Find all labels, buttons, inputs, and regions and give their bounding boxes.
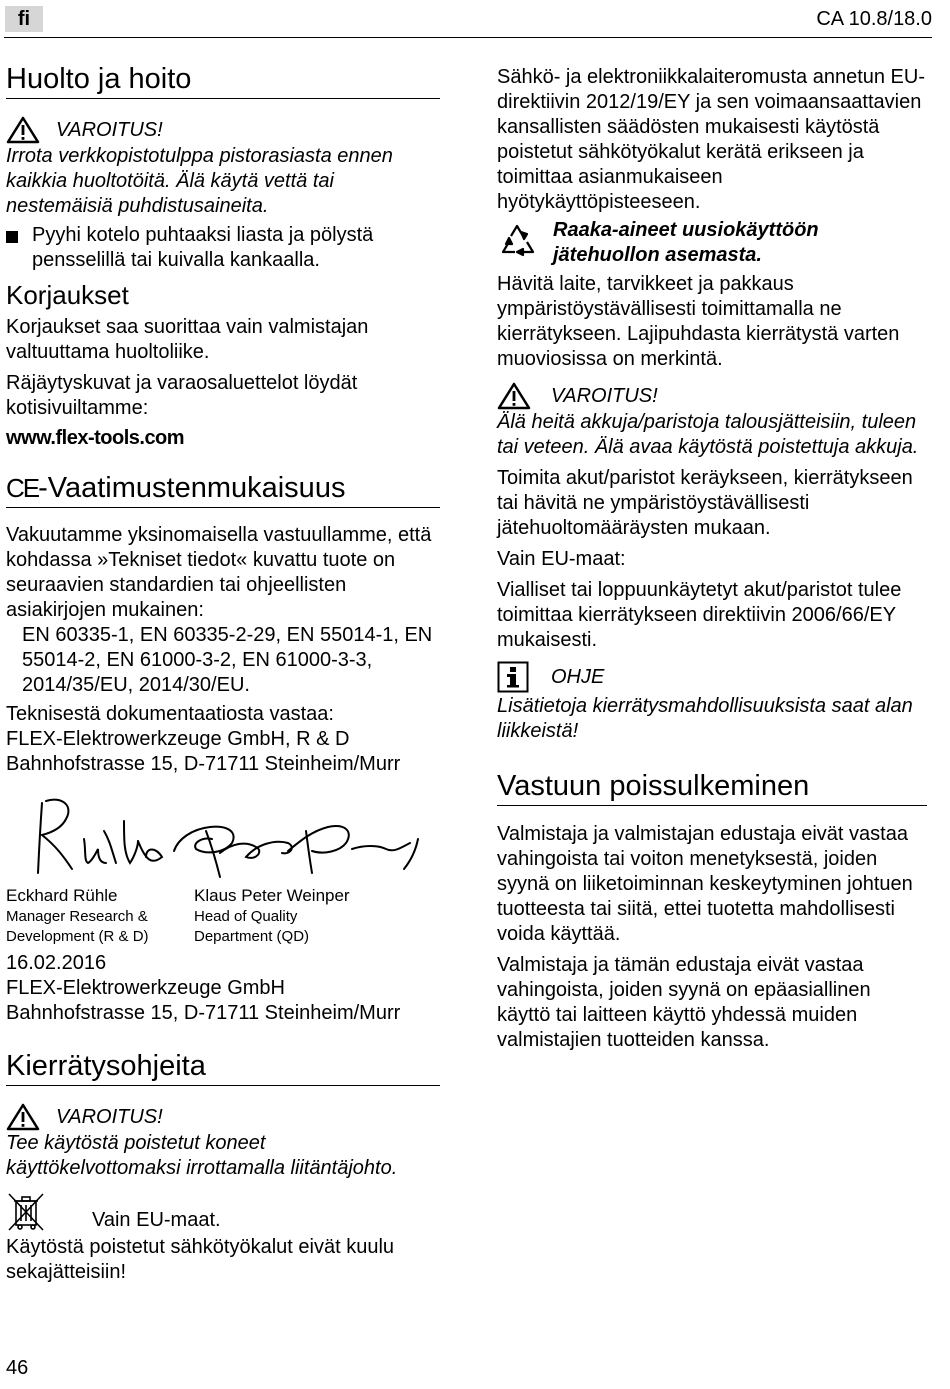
section-rule (497, 805, 927, 806)
company-address: Bahnhofstrasse 15, D-71711 Steinheim/Murr (6, 753, 401, 775)
warning-title: VAROITUS! (56, 1105, 163, 1128)
company-name: FLEX-Elektrowerkzeuge GmbH, R & D (6, 728, 350, 750)
battery-text: Toimita akut/paristot keräykseen, kierrätykseen tai hävitä ne ympäristöystävällisesti jätehuoltomääräysten mukaan. (497, 467, 913, 539)
recycling-text: Käytöstä poistetut sähkötyökalut eivät kuulu sekajätteisiin! (6, 1236, 395, 1283)
declaration-date: 16.02.2016 (6, 952, 107, 974)
section-title-recycling: Kierrätysohjeita (6, 1050, 206, 1082)
section-title-maintenance: Huolto ja hoito (6, 63, 192, 95)
section-title-conformity: -Vaatimustenmukaisuus (38, 472, 346, 504)
section-title-repairs: Korjaukset (6, 280, 129, 310)
section-rule (6, 507, 440, 508)
signer-1 (6, 885, 194, 947)
eu-only-label: Vain EU-maat. (92, 1209, 221, 1231)
recycle-row (497, 218, 927, 268)
company-name: FLEX-Elektrowerkzeuge GmbH (6, 977, 285, 999)
signer-2 (194, 885, 394, 947)
website-link[interactable]: www.flex-tools.com (6, 427, 185, 449)
battery-directive-text: Vialliset tai loppuunkäytetyt akut/paristot tulee toimittaa kierrätykseen direktiivin 2006/66/EY mukaisesti. (497, 579, 902, 651)
recycle-title: Raaka-aineet uusiokäyttöön jätehuollon asemasta. (553, 219, 819, 266)
bullet-text: Pyyhi kotelo puhtaaksi liasta ja pölystä pensselillä tai kuivalla kankaalla. (32, 224, 374, 271)
warning-text: Älä heitä akkuja/paristoja talousjätteisiin, tuleen tai veteen. Älä avaa käytöstä poistettuja akkuja. (497, 411, 919, 458)
signer-name: Klaus Peter Weinper (194, 886, 350, 905)
bullet-item (6, 223, 440, 273)
warning-text: Irrota verkkopistotulppa pistorasiasta ennen kaikkia huoltotöitä. Älä käytä vettä tai nestemäisiä puhdistusaineita. (6, 145, 393, 217)
ce-title-row (6, 471, 440, 505)
section-rule (6, 1085, 440, 1086)
disclaimer-text: Valmistaja ja valmistajan edustaja eivät vastaa vahingoista tai voiton menetyksestä, joiden syynä on liiketoiminnan keskeytyminen johtuen tuotteesta tai siitä, ettei tuotetta mahdollisesti voida käyttää. (497, 823, 913, 945)
note-title: OHJE (551, 665, 605, 688)
section-title-disclaimer: Vastuun poissulkeminen (497, 770, 810, 802)
warning-text: Tee käytöstä poistetut koneet käyttökelvottomaksi irrottamalla liitäntäjohto. (6, 1132, 398, 1179)
warning-triangle-icon (6, 1103, 40, 1131)
conformity-text: Vakuutamme yksinomaisella vastuullamme, että kohdassa »Tekniset tiedot« kuvattu tuote on seuraavien standardien tai ohjeellisten asiakirjojen mukainen: (6, 524, 432, 621)
company-address: Bahnhofstrasse 15, D-71711 Steinheim/Murr (6, 1002, 401, 1024)
signer-block (6, 885, 440, 947)
page-number: 46 (6, 1357, 29, 1379)
note-header (497, 661, 927, 693)
warning-header (497, 382, 927, 410)
signer-name: Eckhard Rühle (6, 886, 118, 905)
crossed-bin-icon (6, 1191, 46, 1233)
disclaimer-text: Valmistaja ja tämän edustaja eivät vastaa vahingoista, joiden syynä on epäasiallinen käyttö tai laitteen käyttö yhdessä muiden valmistajien tuotteiden kanssa. (497, 954, 871, 1051)
standards-list: EN 60335-1, EN 60335-2-29, EN 55014-1, EN 55014-2, EN 61000-3-2, EN 61000-3-3, 2014/35/EU, 2014/30/EU. (22, 624, 433, 696)
handwritten-signatures (6, 791, 440, 887)
model-number: CA 10.8/18.0 (816, 8, 932, 30)
warning-header (6, 1103, 440, 1131)
eu-only-label: Vain EU-maat: (497, 548, 626, 570)
note-text: Lisätietoja kierrätysmahdollisuuksista saat alan liikkeistä! (497, 695, 913, 742)
language-tag: fi (5, 6, 43, 32)
doc-responsible-label: Teknisestä dokumentaatiosta vastaa: (6, 703, 334, 725)
right-column (497, 65, 927, 1053)
weee-directive-text: Sähkö- ja elektroniikkalaiteromusta annetun EU-direktiivin 2012/19/EY ja sen voimaansaattavien kansallisten säädösten mukaisesti käytöstä poistetut sähkötyökalut kerätä erikseen ja toimittaa asianmukaiseen hyötykäyttöpisteeseen. (497, 66, 925, 213)
header-rule (4, 37, 932, 38)
signatures (6, 791, 440, 887)
warning-title: VAROITUS! (56, 118, 163, 141)
warning-triangle-icon (497, 382, 531, 410)
warning-title: VAROITUS! (551, 384, 658, 407)
signer-role: Head of Quality Department (QD) (194, 908, 310, 945)
warning-triangle-icon (6, 116, 40, 144)
warning-header (6, 116, 440, 144)
disposal-text: Hävitä laite, tarvikkeet ja pakkaus ympäristöystävällisesti toimittamalla ne kierrätykseen. Lajipuhdasta kierrätystä varten muoviosissa on merkintä. (497, 273, 900, 370)
recycle-icon (497, 220, 539, 260)
ce-mark-icon: CE (6, 473, 39, 503)
info-icon (497, 661, 529, 693)
weee-row (6, 1191, 440, 1233)
section-rule (6, 98, 440, 99)
signer-role: Manager Research & Development (R & D) (6, 908, 149, 945)
repairs-text: Korjaukset saa suorittaa vain valmistajan valtuuttama huoltoliike. (6, 316, 369, 363)
bullet-square-icon (6, 231, 18, 243)
repairs-parts-text: Räjäytyskuvat ja varaosaluettelot löydät kotisivuiltamme: (6, 372, 358, 419)
left-column (6, 62, 440, 1285)
